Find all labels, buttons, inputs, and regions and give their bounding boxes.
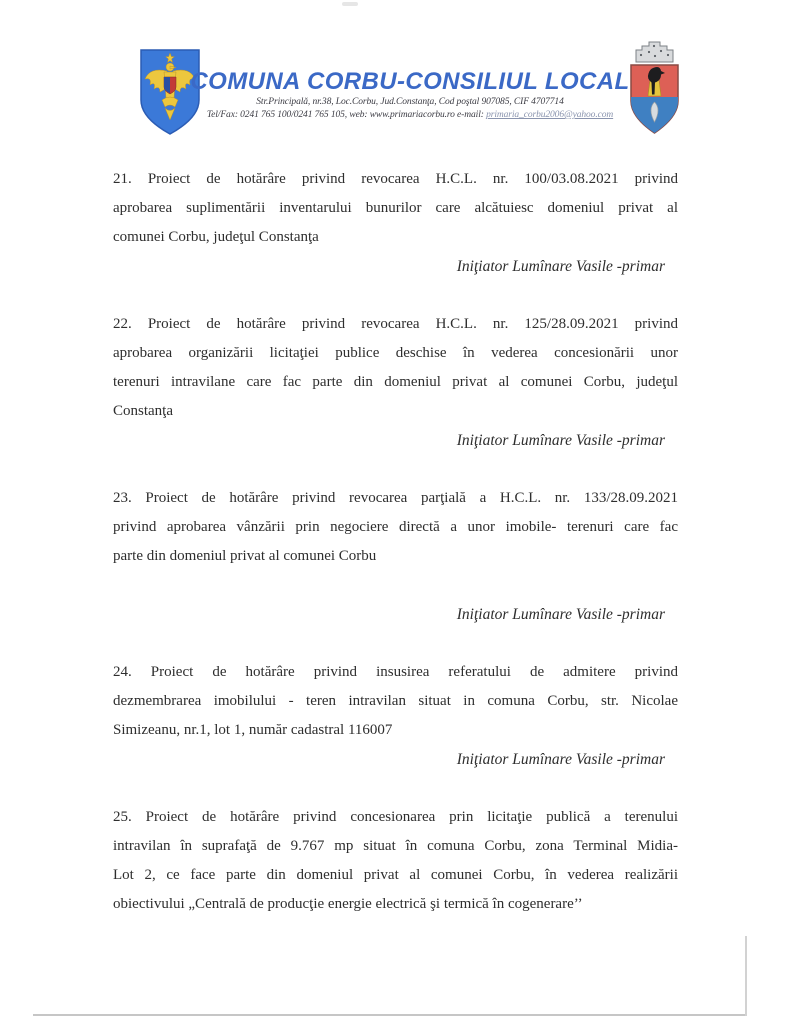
- agenda-item-text: [113, 165, 678, 252]
- agenda-item-text-line: aprobarea organizării licitaţiei publice deschise în vederea concesionării unor: [113, 345, 678, 361]
- agenda-item: [113, 484, 678, 629]
- agenda-item-text-line: comunei Corbu, judeţul Constanţa: [113, 229, 319, 245]
- agenda-item-text-line: Constanţa: [113, 403, 173, 419]
- agenda-item: [113, 803, 678, 919]
- agenda-item-text-line: 24. Proiect de hotărâre privind insusirea referatului de admitere privind: [113, 664, 678, 680]
- email-link[interactable]: primaria_corbu2006@yahoo.com: [486, 110, 614, 120]
- scan-edge-right: [745, 936, 747, 1016]
- agenda-item-text-line: Lot 2, ce face parte din domeniul privat al comunei Corbu, în vederea realizării: [113, 867, 678, 883]
- letterhead-text: [110, 68, 710, 122]
- address-line: Str.Principală, nr.38, Loc.Corbu, Jud.Constanţa, Cod poştal 907085, CIF 4707714: [256, 97, 564, 107]
- initiator-line: Iniţiator Lumînare Vasile -primar: [456, 606, 665, 623]
- agenda-item-text-line: 22. Proiect de hotărâre privind revocarea H.C.L. nr. 125/28.09.2021 privind: [113, 316, 678, 332]
- agenda-item-text-line: intravilan în suprafaţă de 9.767 mp situat în comuna Corbu, zona Terminal Midia-: [113, 838, 678, 854]
- org-title: COMUNA CORBU-CONSILIUL LOCAL: [190, 68, 630, 95]
- agenda-item-text-line: privind aprobarea vânzării prin negociere directă a unor imobile- terenuri care fac: [113, 519, 678, 535]
- agenda-item-text-line: 23. Proiect de hotărâre privind revocarea parţială a H.C.L. nr. 133/28.09.2021: [113, 490, 678, 506]
- agenda-item: [113, 658, 678, 774]
- agenda-item-text-line: 21. Proiect de hotărâre privind revocarea H.C.L. nr. 100/03.08.2021 privind: [113, 171, 678, 187]
- agenda-item-text: [113, 310, 678, 426]
- agenda-item-text: [113, 658, 678, 745]
- agenda-item: [113, 310, 678, 455]
- scan-edge-bottom: [33, 1014, 747, 1016]
- agenda-item-text-line: parte din domeniul privat al comunei Corbu: [113, 548, 377, 564]
- initiator-line: Iniţiator Lumînare Vasile -primar: [456, 258, 665, 275]
- agenda-item-text: [113, 803, 678, 919]
- agenda-item-text-line: dezmembrarea imobilului - teren intravilan situat in comuna Corbu, str. Nicolae: [113, 693, 678, 709]
- initiator-line: Iniţiator Lumînare Vasile -primar: [456, 432, 665, 449]
- agenda-item-text: [113, 484, 678, 571]
- agenda-item-text-line: obiectivului „Centrală de producţie energie electrică şi termică în cogenerare’’: [113, 896, 583, 912]
- agenda-item-text-line: aprobarea suplimentării inventarului bunurilor care alcătuiesc domeniul privat al: [113, 200, 678, 216]
- contact-text: Tel/Fax: 0241 765 100/0241 765 105, web: www.primariacorbu.ro e-mail:: [206, 110, 487, 120]
- agenda-list: [113, 165, 678, 948]
- scan-smudge: [342, 2, 358, 6]
- contact-line: [110, 109, 710, 122]
- initiator-line: Iniţiator Lumînare Vasile -primar: [456, 751, 665, 768]
- agenda-item-text-line: Simizeanu, nr.1, lot 1, număr cadastral 116007: [113, 722, 393, 738]
- agenda-item: [113, 165, 678, 281]
- agenda-item-text-line: 25. Proiect de hotărâre privind concesionarea prin licitaţie publică a terenului: [113, 809, 678, 825]
- agenda-item-text-line: terenuri intravilane care fac parte din domeniul privat al comunei Corbu, judeţul: [113, 374, 678, 390]
- corbu-coat-of-arms-icon: [626, 40, 683, 138]
